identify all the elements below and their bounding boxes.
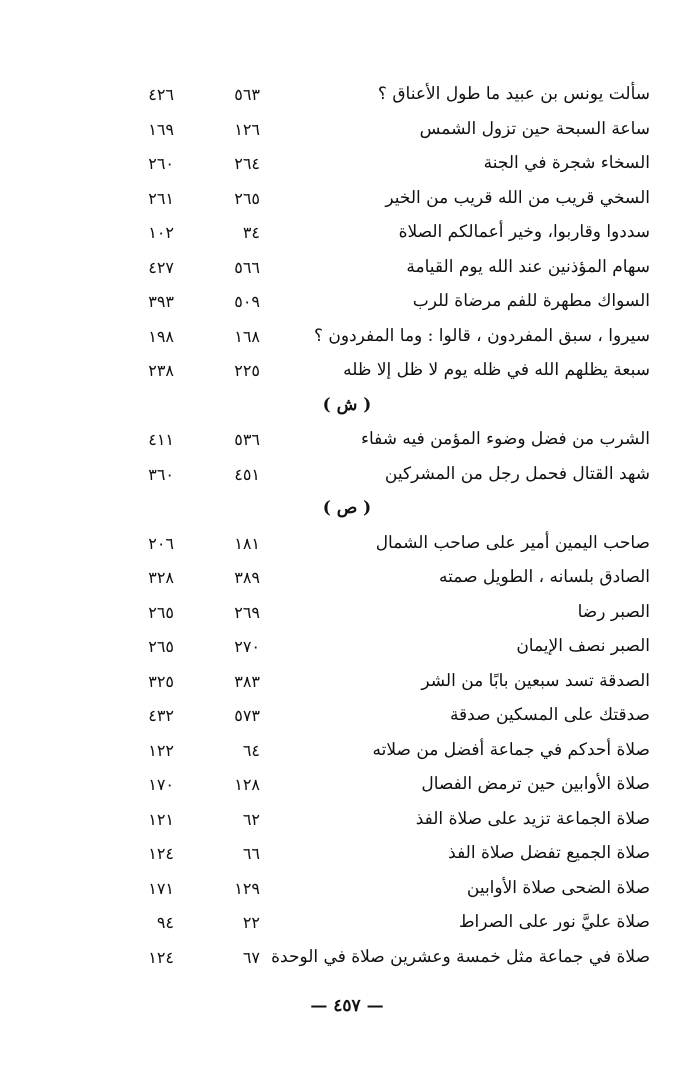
hadith-text: شهد القتال فحمل رجل من المشركين <box>384 463 650 484</box>
hadith-text: صاحب اليمين أمير على صاحب الشمال <box>375 532 650 553</box>
page-reference: ٣٦٠ <box>148 464 174 484</box>
index-entry <box>0 908 694 943</box>
page-reference: ١٧١ <box>148 878 174 898</box>
hadith-number: ١٦٨ <box>234 326 260 346</box>
hadith-text: صلاة أحدكم في جماعة أفضل من صلاته <box>372 739 650 760</box>
hadith-text: سبعة يظلهم الله في ظله يوم لا ظل إلا ظله <box>343 360 650 380</box>
index-entry <box>0 149 694 184</box>
page-reference: ٤٣٢ <box>148 706 174 725</box>
page-reference: ٢٦١ <box>148 188 174 208</box>
page-reference: ٤١١ <box>148 430 174 449</box>
hadith-number: ٢٦٩ <box>234 602 260 622</box>
hadith-text: صلاة عليَّ نور على الصراط <box>458 912 650 932</box>
hadith-number: ١٢٩ <box>234 878 260 898</box>
hadith-text: الصادق بلسانه ، الطويل صمته <box>439 567 650 587</box>
hadith-number: ١٨١ <box>234 533 260 553</box>
page-reference: ١٧٠ <box>148 775 174 794</box>
index-entry <box>0 253 694 288</box>
page-reference: ٣٢٨ <box>148 568 174 587</box>
hadith-number: ٥٦٦ <box>234 257 260 277</box>
index-entry <box>0 667 694 702</box>
page-reference: ٢٦٥ <box>148 637 174 656</box>
hadith-number: ٦٤ <box>242 740 260 760</box>
hadith-text: صلاة الأوابين حين ترمض الفصال <box>421 774 650 794</box>
index-entry <box>0 460 694 495</box>
hadith-number: ٦٦ <box>242 844 260 863</box>
page-number: — ٤٥٧ — <box>310 996 384 1016</box>
index-entry <box>0 736 694 771</box>
section-letter: ( ش ) <box>322 394 372 415</box>
hadith-text: السخاء شجرة في الجنة <box>483 153 650 173</box>
index-entry <box>0 287 694 322</box>
index-entry <box>0 218 694 253</box>
index-entry <box>0 80 694 115</box>
hadith-number: ٤٥١ <box>234 464 260 484</box>
page-reference: ١٩٨ <box>148 326 174 346</box>
index-entry <box>0 598 694 633</box>
hadith-number: ٣٨٣ <box>234 671 260 691</box>
hadith-number: ٢٧٠ <box>234 637 260 656</box>
page-reference: ٢٣٨ <box>148 361 174 380</box>
index-entry <box>0 943 694 978</box>
hadith-number: ٣٤ <box>242 223 260 242</box>
page-reference: ٢٦٥ <box>148 602 174 622</box>
hadith-number: ٣٨٩ <box>234 568 260 587</box>
hadith-text: صلاة في جماعة مثل خمسة وعشرين صلاة في الوحدة <box>271 946 650 967</box>
index-entry <box>0 805 694 840</box>
index-entry <box>0 874 694 909</box>
page-reference: ١٠٢ <box>148 223 174 242</box>
hadith-text: سيروا ، سبق المفردون ، قالوا : وما المفردون ؟ <box>313 325 650 346</box>
hadith-number: ٥٦٣ <box>234 85 260 104</box>
hadith-text: سددوا وقاربوا، وخير أعمالكم الصلاة <box>398 222 650 242</box>
hadith-text: السواك مطهرة للفم مرضاة للرب <box>412 291 650 311</box>
hadith-text: صلاة الضحى صلاة الأوابين <box>466 877 650 898</box>
page-reference: ٣٢٥ <box>148 671 174 691</box>
page-reference: ١٢١ <box>148 809 174 829</box>
index-entry <box>0 115 694 150</box>
hadith-text: الشرب من فضل وضوء المؤمن فيه شفاء <box>360 429 650 449</box>
hadith-text: صلاة الجماعة تزيد على صلاة الفذ <box>415 808 650 829</box>
hadith-number: ٢٦٥ <box>234 188 260 208</box>
page-reference: ٩٤ <box>156 913 174 932</box>
page-reference: ٢٠٦ <box>148 533 174 553</box>
index-entry <box>0 563 694 598</box>
hadith-number: ٢٦٤ <box>234 154 260 173</box>
hadith-text: الصبر رضا <box>577 601 650 622</box>
page-reference: ٣٩٣ <box>148 292 174 311</box>
section-heading <box>0 391 694 426</box>
page-reference: ١٢٤ <box>148 947 174 967</box>
hadith-number: ٢٢ <box>242 913 260 932</box>
index-entry <box>0 425 694 460</box>
page-reference: ٤٢٦ <box>148 85 174 104</box>
hadith-text: ساعة السبحة حين تزول الشمس <box>419 118 650 139</box>
page-reference: ١٦٩ <box>148 119 174 139</box>
index-entry <box>0 770 694 805</box>
section-heading <box>0 494 694 529</box>
index-entry <box>0 529 694 564</box>
page-reference: ٤٢٧ <box>148 257 174 277</box>
page-reference: ١٢٤ <box>148 844 174 863</box>
hadith-text: الصدقة تسد سبعين بابًا من الشر <box>421 670 650 691</box>
hadith-number: ٢٢٥ <box>234 361 260 380</box>
hadith-text: السخي قريب من الله قريب من الخير <box>385 187 650 208</box>
hadith-text: سألت يونس بن عبيد ما طول الأعناق ؟ <box>377 84 650 104</box>
index-entry <box>0 701 694 736</box>
hadith-text: صدقتك على المسكين صدقة <box>449 705 650 725</box>
hadith-number: ٦٧ <box>242 947 260 967</box>
hadith-text: سهام المؤذنين عند الله يوم القيامة <box>406 256 650 277</box>
hadith-number: ٥٧٣ <box>234 706 260 725</box>
hadith-number: ١٢٨ <box>234 775 260 794</box>
index-entry <box>0 632 694 667</box>
hadith-text: الصبر نصف الإيمان <box>516 636 650 656</box>
index-entry <box>0 184 694 219</box>
page-reference: ١٢٢ <box>148 740 174 760</box>
page-reference: ٢٦٠ <box>148 154 174 173</box>
hadith-number: ٦٢ <box>242 809 260 829</box>
hadith-text: صلاة الجميع تفضل صلاة الفذ <box>448 843 650 863</box>
hadith-number: ٥٣٦ <box>234 430 260 449</box>
section-letter: ( ص ) <box>322 498 372 518</box>
index-list <box>0 80 694 977</box>
hadith-number: ٥٠٩ <box>234 292 260 311</box>
index-entry <box>0 839 694 874</box>
hadith-number: ١٢٦ <box>234 119 260 139</box>
index-entry <box>0 322 694 357</box>
index-entry <box>0 356 694 391</box>
